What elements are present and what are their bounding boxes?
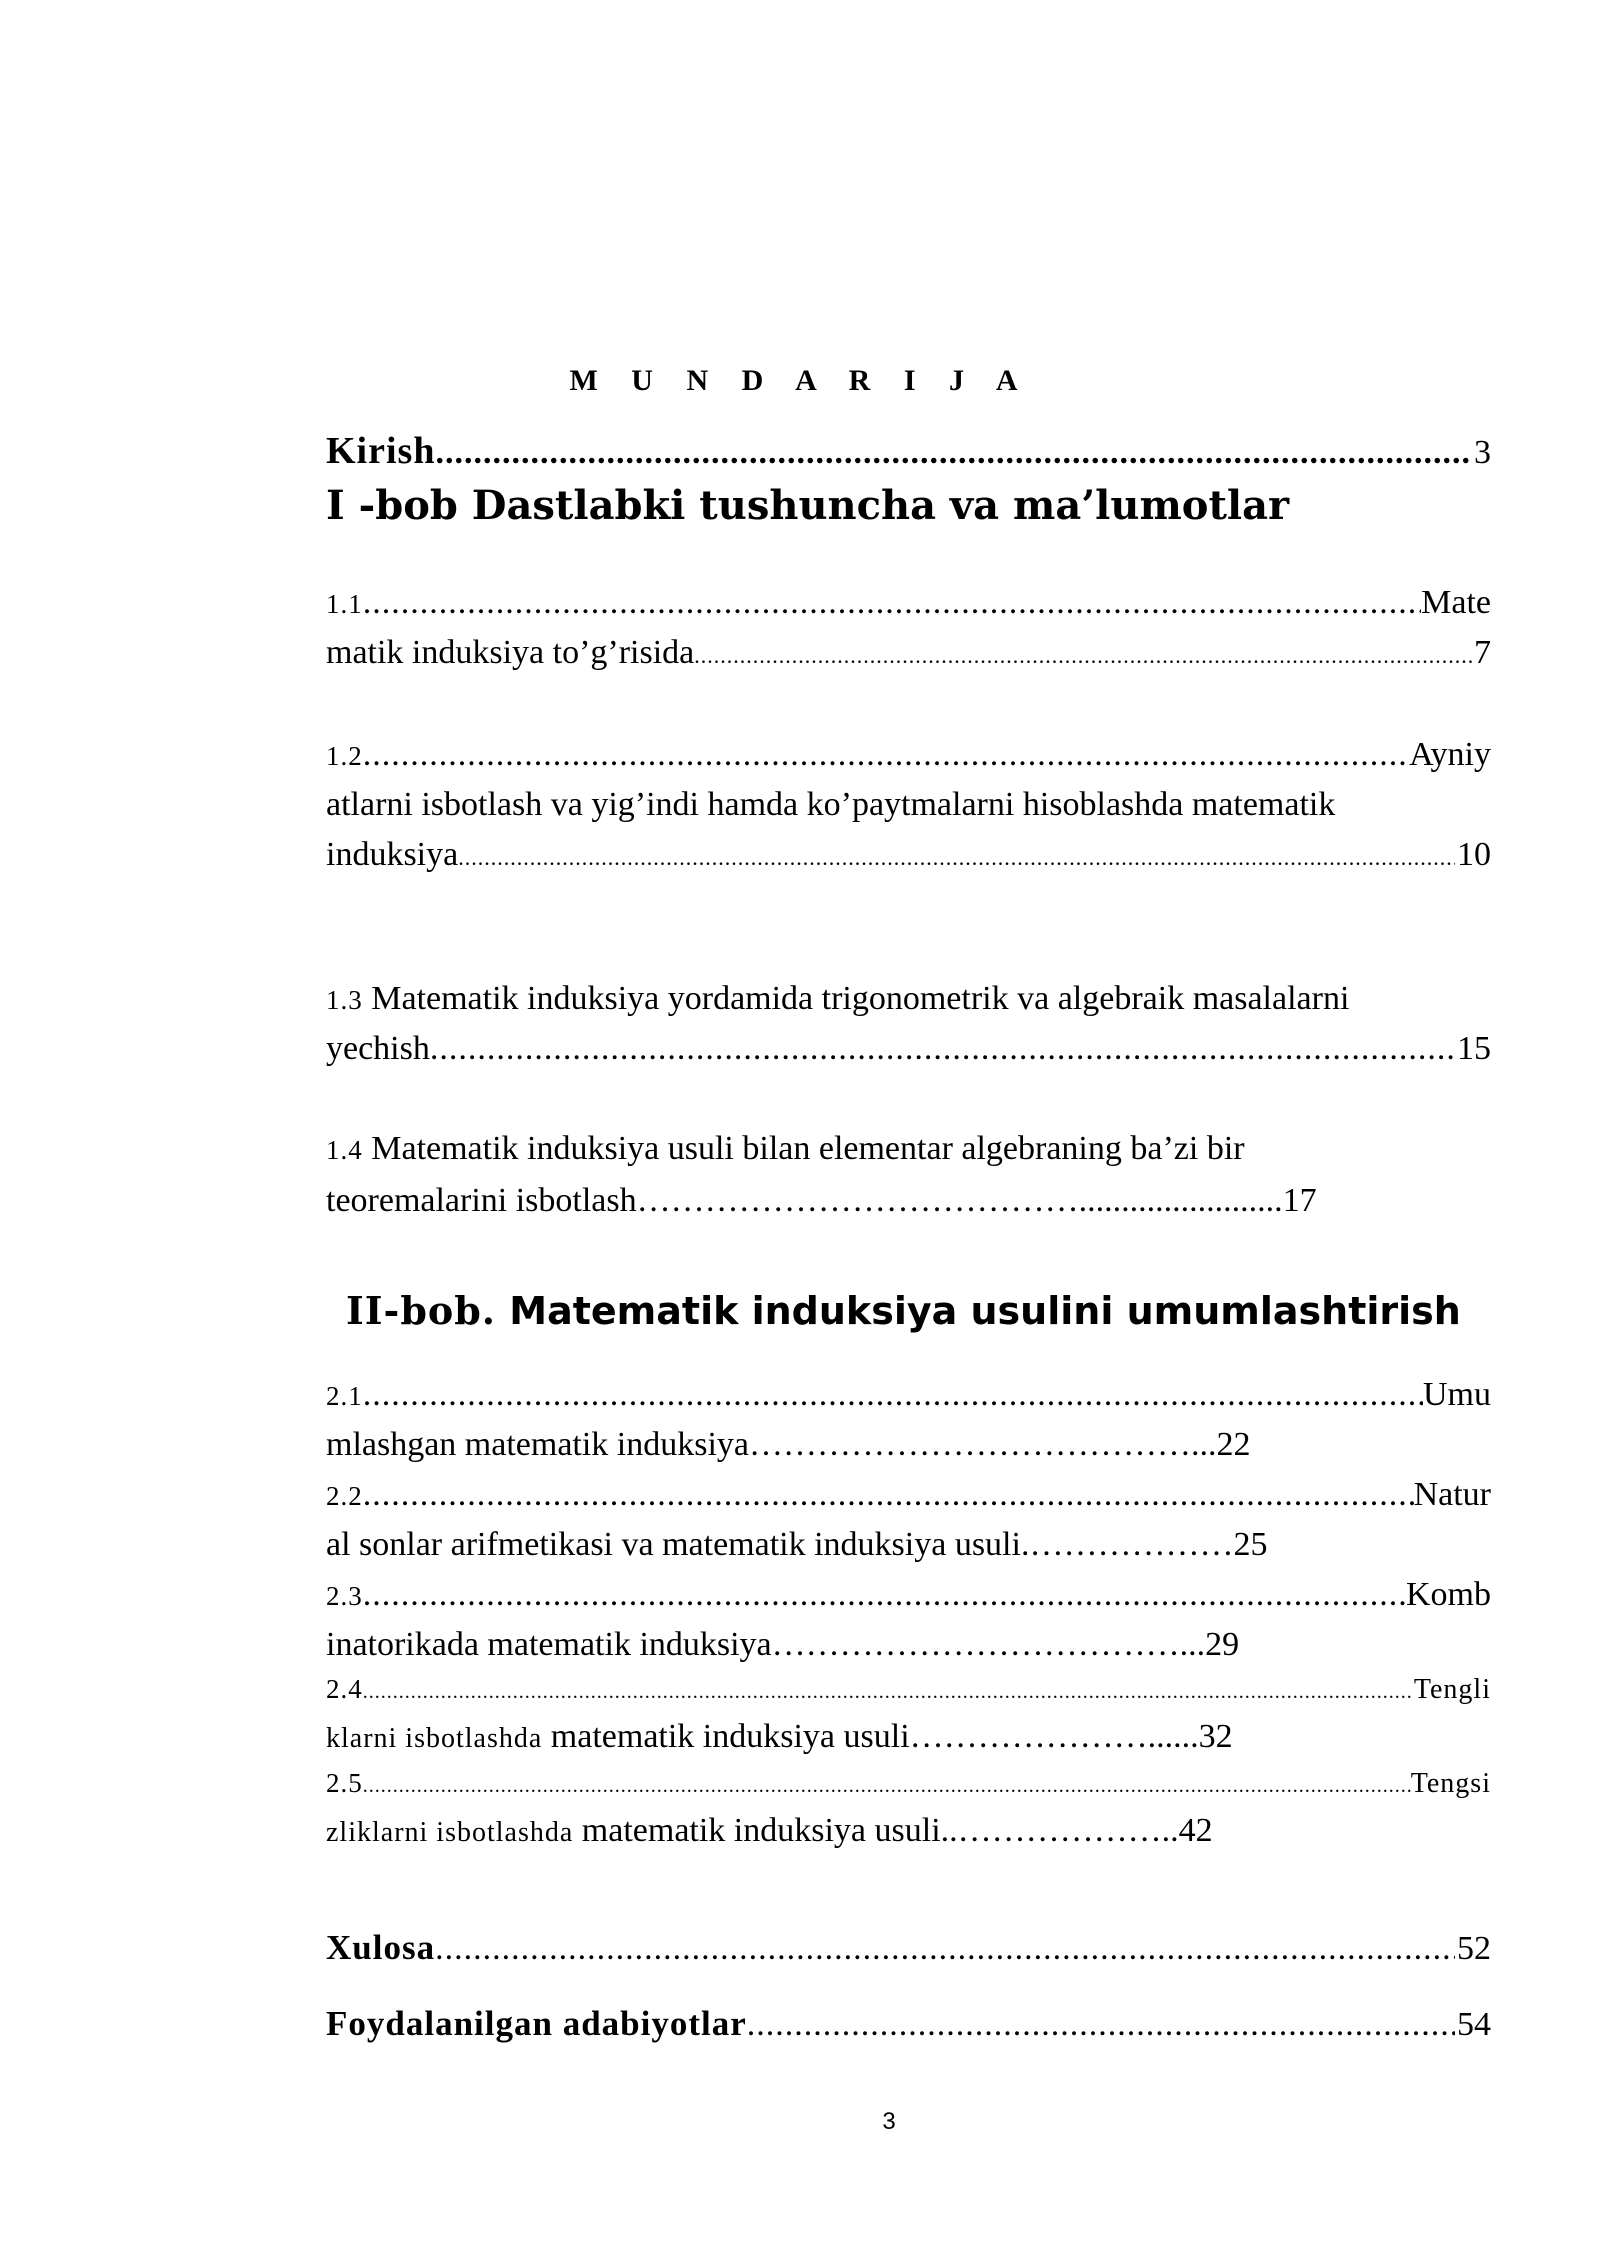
section-page: 17 [1282,1182,1317,1219]
leader-dots [694,645,1472,667]
section-title-part: Mate [1421,584,1491,621]
toc-entry-2-4[interactable] [326,1676,1491,1704]
section-number: 1.2 [326,741,363,771]
toc-entry-1-2-continued[interactable] [326,838,1491,872]
section-number: 1.3 [326,985,363,1015]
leader-dots [458,847,1455,869]
section-page: 22 [1216,1426,1251,1463]
section-title-part: inatorikada matematik induksiya [326,1626,772,1663]
section-page: 7 [1474,634,1491,671]
toc-conclusion-page: 52 [1457,1930,1491,1967]
toc-entry-1-2[interactable] [326,738,1491,772]
toc-entry-2-5[interactable] [326,1770,1491,1798]
chapter-1-heading: I -bob Dastlabki tushuncha va ma’lumotlar [326,482,1290,529]
toc-entry-2-3-continued[interactable] [326,1628,1239,1662]
leader-dots [363,1578,1406,1612]
section-title-part: Komb [1406,1576,1491,1613]
chapter-2-title: Matematik induksiya usulini umumlashtirish [496,1289,1461,1333]
toc-entry-2-2[interactable] [326,1478,1491,1512]
page-number: 3 [882,2108,896,2135]
leader-dots [363,738,1409,772]
section-number: 2.4 [326,1674,363,1704]
toc-entry-2-5-continued[interactable] [326,1814,1213,1848]
toc-entry-references[interactable] [326,2006,1491,2042]
leader-dots [363,1682,1414,1702]
toc-intro-label: Kirish [326,430,436,472]
section-title-part: induksiya [326,836,459,873]
section-page: 42 [1178,1812,1213,1849]
section-number: 2.5 [326,1768,363,1798]
toc-entry-2-1-continued[interactable] [326,1428,1251,1462]
section-title-line: atlarni isbotlash va yig’indi hamda ko’paytmalarni hisoblashda matematik [326,786,1336,823]
leader-dots: …………………………………... [749,1426,1217,1463]
leader-dots [363,1378,1423,1412]
toc-intro-page: 3 [1474,434,1491,471]
toc-references-label: Foydalanilgan adabiyotlar [326,2004,747,2043]
toc-entry-2-2-continued[interactable] [326,1528,1267,1562]
toc-entry-2-3[interactable] [326,1578,1491,1612]
leader-dots [430,1032,1455,1066]
section-title-part: al sonlar arifmetikasi va matematik induksiya usuli [326,1526,1021,1563]
toc-entry-2-1[interactable] [326,1378,1491,1412]
toc-entry-intro[interactable] [326,432,1491,470]
section-number: 2.1 [326,1381,363,1411]
toc-entry-1-3-continued[interactable] [326,1032,1491,1066]
leader-dots [363,1776,1411,1796]
chapter-2-prefix: II-bob. [346,1288,497,1333]
section-page: 32 [1198,1718,1233,1755]
leader-dots: .……………… [1020,1526,1234,1563]
leader-dots [363,1478,1414,1512]
section-page: 15 [1457,1030,1491,1067]
section-title-part: Natur [1413,1476,1491,1513]
chapter-2-heading [346,1288,1461,1333]
toc-conclusion-label: Xulosa [326,1928,436,1967]
toc-entry-conclusion[interactable] [326,1930,1491,1966]
section-title-part: Matematik induksiya usuli bilan elementar algebraning ba’zi bir [362,1130,1245,1167]
leader-dots [363,586,1421,620]
leader-dots: ………………………………... [771,1626,1206,1663]
section-title-part: matik induksiya to’g’risida [326,634,695,671]
section-title-part: matematik induksiya usuli [542,1718,910,1755]
section-number: 2.3 [326,1581,363,1611]
toc-entry-1-1-continued[interactable] [326,636,1491,670]
leader-dots [747,2008,1455,2042]
leader-dots: …………………………………........................ [636,1182,1283,1219]
section-title-part: klarni isbotlashda [326,1723,543,1754]
toc-entry-1-4-continued[interactable] [326,1184,1317,1218]
section-page: 10 [1457,836,1491,873]
toc-entry-1-3[interactable] [326,982,1349,1016]
section-number: 2.2 [326,1481,363,1511]
section-number: 1.4 [326,1135,363,1165]
toc-title: M U N D A R I J A [569,364,1031,397]
section-title-part: Tengli [1413,1674,1491,1705]
section-title-part: yechish [326,1030,430,1067]
section-title-part: mlashgan matematik induksiya [326,1426,750,1463]
toc-entry-1-4[interactable] [326,1132,1245,1166]
section-title-part: Tengsi [1410,1768,1491,1799]
leader-dots: ..……………….. [940,1812,1179,1849]
section-title-part: matematik induksiya usuli [573,1812,941,1849]
section-number: 1.1 [326,589,363,619]
leader-dots: …………………...... [909,1718,1199,1755]
leader-dots [435,436,1472,470]
section-page: 25 [1233,1526,1268,1563]
section-page: 29 [1205,1626,1240,1663]
section-title-part: zliklarni isbotlashda [326,1817,574,1848]
section-title-part: Ayniy [1409,736,1491,773]
toc-references-page: 54 [1457,2006,1491,2043]
leader-dots [435,1932,1455,1966]
section-title-part: Umu [1423,1376,1491,1413]
toc-entry-2-4-continued[interactable] [326,1720,1233,1754]
section-title-part: teoremalarini isbotlash [326,1182,637,1219]
toc-entry-1-1[interactable] [326,586,1491,620]
section-title-part: Matematik induksiya yordamida trigonometrik va algebraik masalalarni [362,980,1350,1017]
